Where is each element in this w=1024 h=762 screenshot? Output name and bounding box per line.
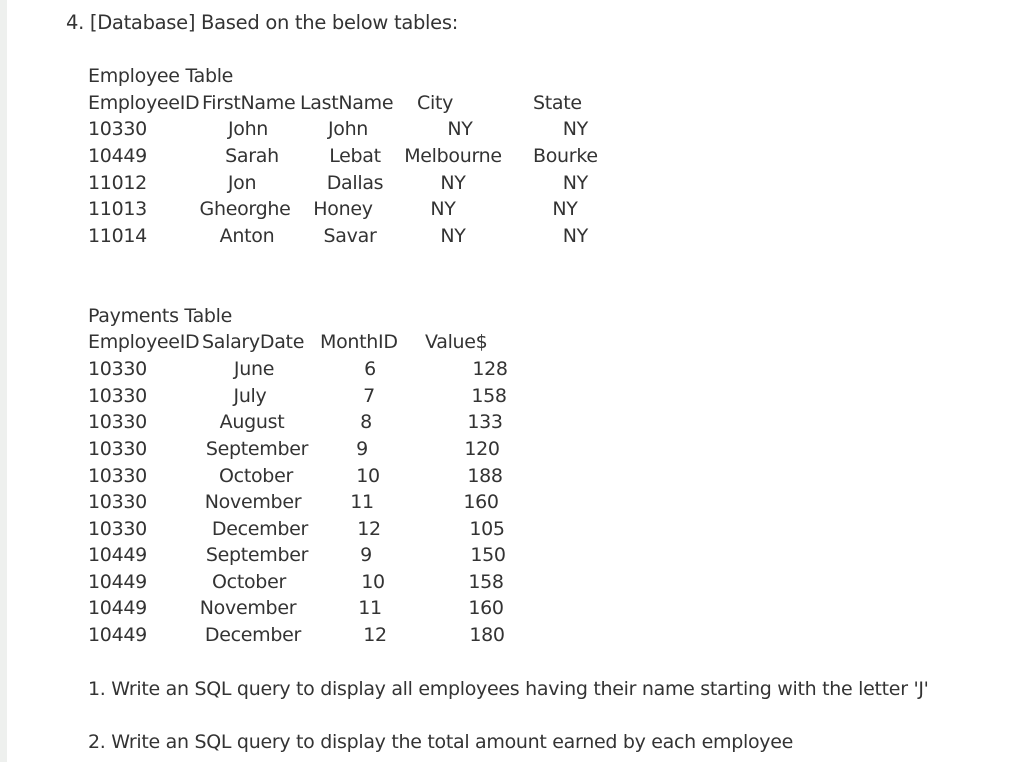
month-id-cell: 10	[356, 465, 380, 487]
task-2: 2. Write an SQL query to display the total amount earned by each employee	[88, 731, 794, 753]
first-name-cell: John	[227, 118, 269, 140]
employee-id-cell: 10449	[88, 597, 147, 619]
header-state: State	[533, 92, 582, 114]
value-cell: 150	[470, 544, 506, 566]
salary-date-cell: September	[205, 438, 309, 460]
state-cell: NY	[562, 172, 588, 194]
salary-date-cell: November	[204, 491, 302, 513]
employee-id-cell: 10449	[88, 624, 147, 646]
month-id-cell: 10	[361, 571, 385, 593]
value-cell: 158	[468, 571, 504, 593]
header-employeeid: EmployeeID	[88, 331, 200, 353]
salary-date-cell: June	[233, 358, 275, 380]
task-1: 1. Write an SQL query to display all employees having their name starting with the letter 'J'	[88, 678, 929, 700]
employee-id-cell: 10449	[88, 145, 147, 167]
employee-id-cell: 10449	[88, 544, 147, 566]
value-cell: 188	[467, 465, 503, 487]
header-city: City	[417, 92, 454, 114]
first-name-cell: Jon	[227, 172, 257, 194]
city-cell: NY	[440, 225, 466, 247]
last-name-cell: John	[327, 118, 369, 140]
salary-date-cell: December	[211, 518, 309, 540]
value-cell: 160	[463, 491, 499, 513]
last-name-cell: Dallas	[326, 172, 384, 194]
month-id-cell: 11	[358, 597, 382, 619]
employee-id-cell: 10330	[88, 518, 147, 540]
city-cell: Melbourne	[404, 145, 502, 167]
city-cell: NY	[430, 198, 456, 220]
employee-id-cell: 11012	[88, 172, 147, 194]
header-lastname: LastName	[300, 92, 394, 114]
salary-date-cell: August	[219, 411, 285, 433]
month-id-cell: 12	[363, 624, 387, 646]
header-firstname: FirstName	[202, 92, 296, 114]
employee-id-cell: 10330	[88, 385, 147, 407]
salary-date-cell: November	[199, 597, 297, 619]
value-cell: 160	[468, 597, 504, 619]
salary-date-cell: October	[212, 571, 286, 593]
state-cell: Bourke	[533, 145, 598, 167]
value-cell: 133	[467, 411, 503, 433]
city-cell: NY	[447, 118, 473, 140]
header-salarydate: SalaryDate	[202, 331, 305, 353]
salary-date-cell: December	[204, 624, 302, 646]
month-id-cell: 8	[360, 411, 372, 433]
employee-id-cell: 10330	[88, 438, 147, 460]
salary-date-cell: October	[219, 465, 293, 487]
value-cell: 120	[464, 438, 500, 460]
header-employeeid: EmployeeID	[88, 92, 200, 114]
header-monthid: MonthID	[320, 331, 398, 353]
employee-id-cell: 10449	[88, 571, 147, 593]
city-cell: NY	[440, 172, 466, 194]
state-cell: NY	[552, 198, 578, 220]
employee-id-cell: 10330	[88, 465, 147, 487]
first-name-cell: Sarah	[225, 145, 279, 167]
first-name-cell: Gheorghe	[199, 198, 291, 220]
month-id-cell: 11	[350, 491, 374, 513]
month-id-cell: 6	[364, 358, 376, 380]
employee-id-cell: 10330	[88, 118, 147, 140]
value-cell: 158	[471, 385, 507, 407]
question-title: 4. [Database] Based on the below tables:	[66, 11, 458, 34]
month-id-cell: 9	[360, 544, 372, 566]
last-name-cell: Honey	[313, 198, 373, 220]
month-id-cell: 12	[357, 518, 381, 540]
left-border	[0, 0, 7, 762]
employee-id-cell: 10330	[88, 491, 147, 513]
employee-table-caption: Employee Table	[88, 65, 234, 87]
salary-date-cell: July	[233, 385, 267, 407]
payments-table-caption: Payments Table	[88, 305, 233, 327]
value-cell: 105	[469, 518, 505, 540]
value-cell: 180	[469, 624, 505, 646]
state-cell: NY	[562, 225, 588, 247]
month-id-cell: 9	[356, 438, 368, 460]
employee-id-cell: 11014	[88, 225, 147, 247]
salary-date-cell: September	[205, 544, 309, 566]
header-value: Value$	[425, 331, 488, 353]
value-cell: 128	[472, 358, 508, 380]
state-cell: NY	[562, 118, 588, 140]
last-name-cell: Lebat	[329, 145, 381, 167]
employee-id-cell: 10330	[88, 411, 147, 433]
month-id-cell: 7	[363, 385, 375, 407]
last-name-cell: Savar	[323, 225, 377, 247]
employee-id-cell: 10330	[88, 358, 147, 380]
first-name-cell: Anton	[219, 225, 275, 247]
employee-id-cell: 11013	[88, 198, 147, 220]
